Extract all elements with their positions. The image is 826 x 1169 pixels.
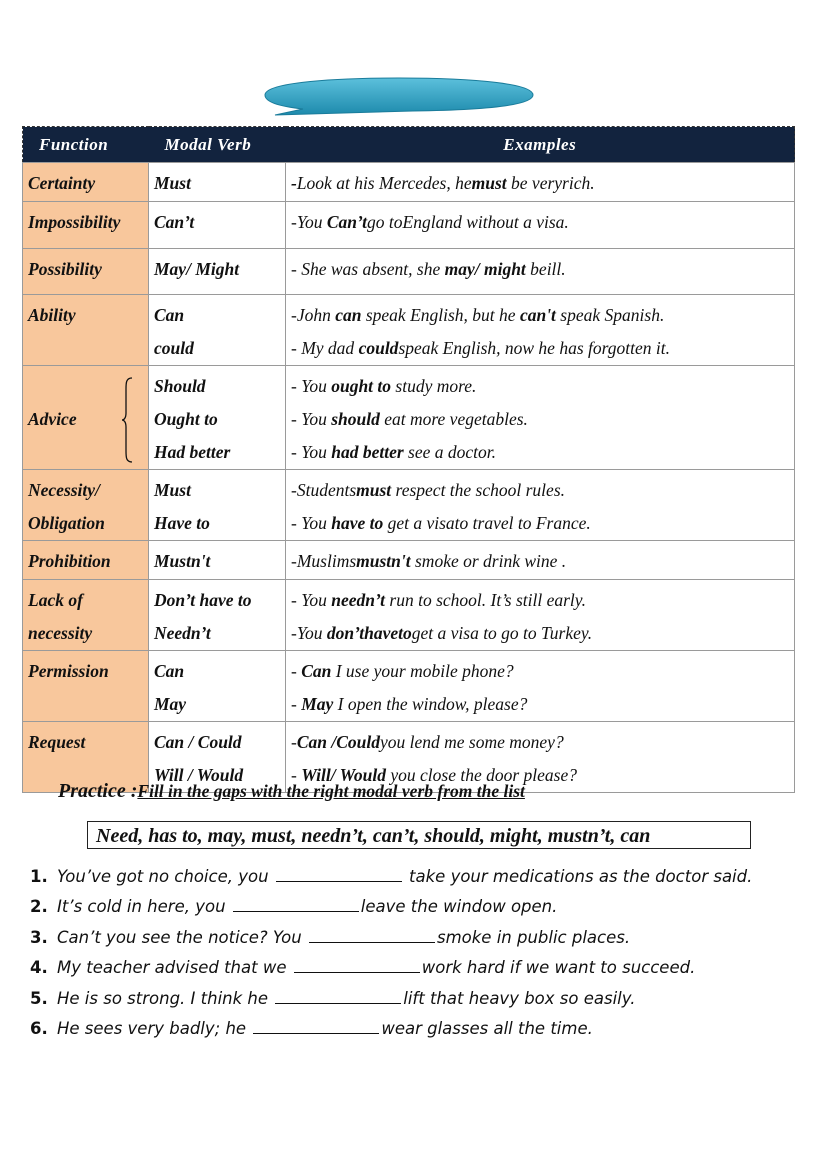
- example-sentence: [291, 474, 789, 507]
- function-cell: [23, 580, 149, 651]
- example-sentence: [291, 253, 789, 286]
- answer-blank[interactable]: [253, 1019, 379, 1034]
- modal-verb: Can: [154, 661, 185, 681]
- table-row: [23, 163, 795, 202]
- example-modal-highlight: can't: [519, 305, 556, 325]
- example-text: I use your mobile phone?: [331, 661, 514, 681]
- example-modal-highlight: should: [331, 409, 380, 429]
- example-text: -: [291, 732, 297, 752]
- modal-verb-cell: [149, 651, 286, 722]
- function-cell: [23, 366, 149, 470]
- advice-wrapper: [28, 370, 143, 436]
- example-text: go toEngland without a visa.: [367, 212, 569, 232]
- example-sentence: [291, 617, 789, 650]
- function-label: Advice: [28, 409, 77, 429]
- exercise-text-after: lift that heavy box so easily.: [403, 988, 636, 1008]
- table-row: [23, 295, 795, 366]
- example-modal-highlight: Can: [301, 661, 332, 681]
- answer-blank[interactable]: [294, 958, 420, 973]
- example-modal-highlight: Can’t: [326, 212, 368, 232]
- example-text: - She was absent, she: [291, 259, 445, 279]
- example-text: -Students: [291, 480, 357, 500]
- exercise-item: [30, 984, 752, 1014]
- example-sentence: [291, 655, 789, 688]
- example-modal-highlight: needn’t: [331, 590, 386, 610]
- examples-cell: [286, 163, 795, 202]
- answer-blank[interactable]: [233, 897, 359, 912]
- exercise-text-after: work hard if we want to succeed.: [421, 958, 696, 978]
- examples-cell: [286, 366, 795, 470]
- exercise-text-before: Can’t you see the notice? You: [57, 927, 307, 947]
- example-text: eat more vegetables.: [379, 409, 528, 429]
- exercise-item: [30, 1014, 752, 1044]
- modal-verb: May/ Might: [154, 259, 240, 279]
- example-modal-highlight: have to: [331, 513, 384, 533]
- examples-cell: [286, 295, 795, 366]
- example-text: speak English, now he has forgotten it.: [398, 338, 670, 358]
- example-text: - You: [291, 409, 332, 429]
- example-text: - You: [291, 590, 332, 610]
- example-text: I open the window, please?: [333, 694, 528, 714]
- modal-verb: Have to: [154, 513, 210, 533]
- modal-verb: Can: [154, 305, 185, 325]
- modal-verb: Had better: [154, 442, 231, 462]
- example-sentence: [291, 584, 789, 617]
- examples-cell: [286, 249, 795, 295]
- example-text: -: [291, 661, 302, 681]
- exercise-number: 1.: [30, 867, 48, 886]
- examples-cell: [286, 651, 795, 722]
- function-cell: [23, 470, 149, 541]
- function-label: necessity: [28, 623, 93, 643]
- exercise-item: [30, 923, 752, 953]
- example-text: Look at his Mercedes, he: [296, 173, 472, 193]
- function-cell: [23, 651, 149, 722]
- table-row: [23, 651, 795, 722]
- example-text: get a visato travel to France.: [383, 513, 591, 533]
- function-label: Permission: [28, 661, 109, 681]
- example-text: -: [291, 694, 302, 714]
- speech-bubble-icon: [263, 76, 535, 116]
- example-text: be veryrich.: [506, 173, 595, 193]
- table-row: [23, 249, 795, 295]
- modal-verb: Ought to: [154, 409, 218, 429]
- exercise-number: 6.: [30, 1018, 48, 1038]
- header-function: Function: [23, 127, 149, 163]
- exercise-item: [30, 892, 752, 922]
- table-row: [23, 470, 795, 541]
- exercise-list: [30, 862, 752, 1044]
- example-text: - My dad: [291, 338, 359, 358]
- modal-verb: could: [154, 338, 194, 358]
- exercise-number: 5.: [30, 988, 48, 1008]
- exercise-text-before: He sees very badly; he: [57, 1018, 252, 1038]
- modal-verb: May: [154, 694, 187, 714]
- example-modal-highlight: must: [356, 480, 392, 500]
- example-modal-highlight: Can /Could: [296, 732, 380, 752]
- exercise-text-before: You’ve got no choice, you: [57, 867, 274, 886]
- modal-verb-cell: [149, 470, 286, 541]
- example-sentence: [291, 507, 789, 540]
- exercise-item: [30, 953, 752, 983]
- modal-verb-cell: [149, 163, 286, 202]
- modal-verb: Can / Could: [154, 732, 242, 752]
- table-row: [23, 366, 795, 470]
- modal-verb: Don’t have to: [154, 590, 252, 610]
- function-label: Ability: [28, 305, 76, 325]
- answer-blank[interactable]: [276, 867, 402, 882]
- example-modal-highlight: had better: [331, 442, 404, 462]
- example-sentence: [291, 688, 789, 721]
- example-modal-highlight: Will/ Would: [301, 765, 386, 785]
- modal-verb: Will / Would: [154, 765, 244, 785]
- exercise-text-before: He is so strong. I think he: [57, 988, 274, 1008]
- examples-cell: [286, 470, 795, 541]
- example-text: get a visa to go to Turkey.: [411, 623, 593, 643]
- exercise-text-after: leave the window open.: [360, 897, 558, 917]
- function-cell: [23, 541, 149, 580]
- function-label: Impossibility: [28, 212, 121, 232]
- function-label: Possibility: [28, 259, 102, 279]
- example-modal-highlight: -: [291, 173, 297, 193]
- example-modal-highlight: mustn't: [356, 551, 411, 571]
- modal-verb-cell: [149, 295, 286, 366]
- modal-verb: Can’t: [154, 212, 195, 232]
- modal-verb: Needn’t: [154, 623, 211, 643]
- example-sentence: [291, 436, 789, 469]
- example-text: respect the school rules.: [391, 480, 566, 500]
- exercise-text-after: smoke in public places.: [436, 927, 631, 947]
- modal-verb-cell: [149, 580, 286, 651]
- answer-blank[interactable]: [275, 989, 401, 1004]
- example-text: study more.: [391, 376, 477, 396]
- header-examples: Examples: [286, 127, 795, 163]
- function-cell: [23, 249, 149, 295]
- practice-instruction: Fill in the gaps with the right modal verb from the list: [137, 781, 525, 801]
- example-modal-highlight: don’thaveto: [326, 623, 412, 643]
- modal-verb: Must: [154, 480, 191, 500]
- example-text: speak English, but he: [361, 305, 520, 325]
- function-label: Obligation: [28, 513, 105, 533]
- modal-verb-cell: [149, 249, 286, 295]
- modal-verbs-table: [22, 126, 795, 793]
- exercise-item: [30, 862, 752, 892]
- example-text: you close the door please?: [385, 765, 577, 785]
- modal-verb: Should: [154, 376, 206, 396]
- exercise-text-after: take your medications as the doctor said.: [403, 867, 753, 886]
- word-list-box: Need, has to, may, must, needn’t, can’t, should, might, mustn’t, can: [87, 821, 751, 849]
- examples-cell: [286, 202, 795, 249]
- examples-cell: [286, 541, 795, 580]
- modal-verb: Must: [154, 173, 191, 193]
- header-modal-verb: Modal Verb: [149, 127, 286, 163]
- function-cell: [23, 295, 149, 366]
- example-text: -You: [291, 623, 327, 643]
- function-cell: [23, 202, 149, 249]
- example-modal-highlight: must: [471, 173, 507, 193]
- example-sentence: [291, 299, 789, 332]
- example-sentence: [291, 403, 789, 436]
- exercise-text-before: It’s cold in here, you: [57, 897, 231, 917]
- example-sentence: [291, 545, 789, 578]
- example-sentence: [291, 332, 789, 365]
- example-text: - You: [291, 513, 332, 533]
- example-modal-highlight: ought to: [331, 376, 392, 396]
- exercise-number: 2.: [30, 897, 48, 917]
- example-sentence: [291, 167, 789, 200]
- function-label: Certainty: [28, 173, 96, 193]
- practice-title: Practice :: [58, 780, 138, 802]
- example-text: see a doctor.: [403, 442, 497, 462]
- example-sentence: [291, 370, 789, 403]
- example-modal-highlight: May: [301, 694, 334, 714]
- example-text: -: [291, 765, 302, 785]
- function-label: Prohibition: [28, 551, 111, 571]
- exercise-text-after: wear glasses all the time.: [381, 1018, 593, 1038]
- table-body: [23, 163, 795, 793]
- example-modal-highlight: may/ might: [444, 259, 526, 279]
- example-text: speak Spanish.: [555, 305, 665, 325]
- example-text: run to school. It’s still early.: [385, 590, 586, 610]
- example-text: - You: [291, 442, 332, 462]
- example-text: smoke or drink wine .: [410, 551, 567, 571]
- modal-verb: Mustn't: [154, 551, 211, 571]
- modal-verb-cell: [149, 541, 286, 580]
- function-cell: [23, 163, 149, 202]
- table-row: [23, 202, 795, 249]
- left-brace-icon: [121, 377, 133, 463]
- modal-verb-cell: [149, 366, 286, 470]
- modal-verb-cell: [149, 202, 286, 249]
- function-label: Lack of: [28, 590, 83, 610]
- example-sentence: [291, 726, 789, 759]
- exercise-number: 3.: [30, 927, 48, 947]
- function-label: Request: [28, 732, 86, 752]
- example-text: -You: [291, 212, 327, 232]
- example-text: beill.: [525, 259, 566, 279]
- table-header-row: [23, 127, 795, 163]
- example-modal-highlight: could: [358, 338, 399, 358]
- table-row: [23, 541, 795, 580]
- example-text: -Muslims: [291, 551, 357, 571]
- example-text: you lend me some money?: [380, 732, 564, 752]
- example-text: -John: [291, 305, 336, 325]
- example-modal-highlight: can: [335, 305, 362, 325]
- exercise-text-before: My teacher advised that we: [57, 958, 292, 978]
- table-row: [23, 580, 795, 651]
- exercise-number: 4.: [30, 958, 48, 978]
- example-sentence: [291, 206, 789, 239]
- answer-blank[interactable]: [309, 928, 435, 943]
- examples-cell: [286, 580, 795, 651]
- example-text: - You: [291, 376, 332, 396]
- practice-heading: [58, 780, 525, 803]
- function-label: Necessity/: [28, 480, 100, 500]
